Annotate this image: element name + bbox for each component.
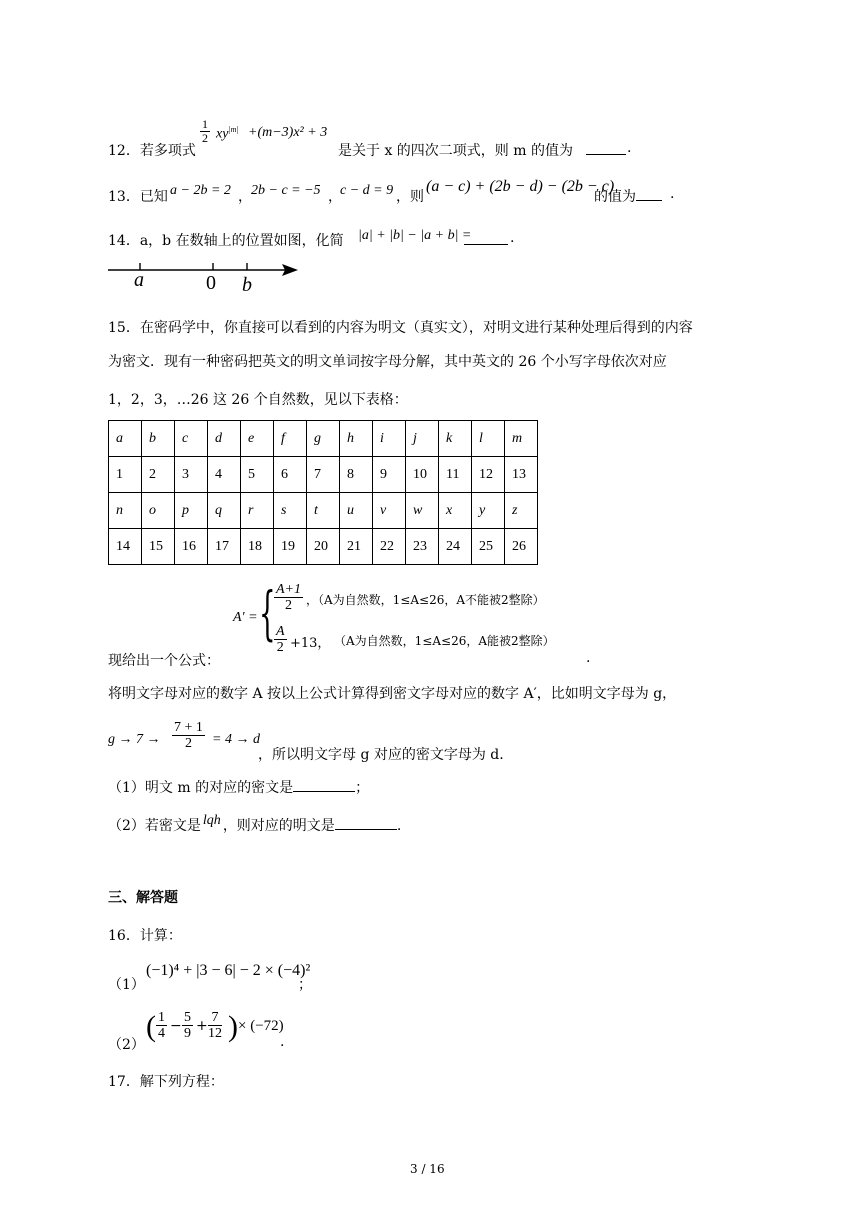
- q15-line1: 15．在密码学中，你直接可以看到的内容为明文（真实文），对明文进行某种处理后得到的内容: [108, 320, 693, 336]
- sub1-answer-blank[interactable]: [293, 777, 355, 792]
- table-cell: 21: [340, 529, 373, 565]
- table-cell: 4: [208, 457, 241, 493]
- table-cell: t: [307, 493, 340, 529]
- table-cell: 20: [307, 529, 340, 565]
- table-cell: c: [175, 421, 208, 457]
- example-lhs: g → 7 →: [108, 732, 161, 747]
- example-suffix: ，所以明文字母 g 对应的密文字母为 d.: [258, 747, 504, 763]
- table-cell: m: [505, 421, 538, 457]
- table-cell: 11: [439, 457, 472, 493]
- table-cell: s: [274, 493, 307, 529]
- case1-condition: ，（A为自然数，1≤A≤26，A不能被2整除）: [306, 593, 545, 607]
- q13-answer-blank[interactable]: [636, 186, 662, 201]
- table-cell: 5: [241, 457, 274, 493]
- table-cell: w: [406, 493, 439, 529]
- q12-fraction: $\frac{1}{2}$: [202, 117, 208, 145]
- axis-label-0: 0: [206, 272, 216, 294]
- letter-number-table: [108, 420, 538, 565]
- table-cell: 17: [208, 529, 241, 565]
- q12-suffix: 是关于 x 的四次二项式，则 m 的值为: [338, 143, 573, 159]
- table-cell: o: [142, 493, 175, 529]
- case2-plus: +13，: [290, 636, 331, 651]
- table-cell: 16: [175, 529, 208, 565]
- table-cell: 3: [175, 457, 208, 493]
- p2-frac1: $\frac{1}{4}$: [158, 1010, 165, 1041]
- q13-end: .: [670, 186, 675, 202]
- table-cell: r: [241, 493, 274, 529]
- p2-frac2: $\frac{5}{9}$: [184, 1010, 191, 1041]
- table-cell: 6: [274, 457, 307, 493]
- table-cell: i: [373, 421, 406, 457]
- formula-end: .: [586, 650, 591, 666]
- q17-title: 17．解下列方程：: [108, 1074, 224, 1090]
- case2-condition: （A为自然数，1≤A≤26，A能被2整除）: [334, 634, 555, 648]
- q14-expr: |a| + |b| − |a + b| =: [358, 228, 472, 243]
- table-cell: 26: [505, 529, 538, 565]
- axis-label-a: a: [134, 269, 144, 291]
- q12-prefix: 12．若多项式: [108, 143, 196, 159]
- q13-expr: (a − c) + (2b − d) − (2b − c): [426, 178, 615, 195]
- table-cell: 8: [340, 457, 373, 493]
- table-cell: f: [274, 421, 307, 457]
- table-cell: l: [472, 421, 505, 457]
- formula: [108, 578, 628, 668]
- table-cell: j: [406, 421, 439, 457]
- q12-end: .: [627, 140, 632, 156]
- q15-line4: 将明文字母对应的数字 A 按以上公式计算得到密文字母对应的数字 A′，比如明文字母为 g，: [108, 686, 677, 702]
- table-cell: z: [505, 493, 538, 529]
- q13-suffix: 的值为: [594, 189, 636, 205]
- table-cell: p: [175, 493, 208, 529]
- q15-line2: 为密文．现有一种密码把英文的明文单词按字母分解，其中英文的 26 个小写字母依次对应: [108, 354, 667, 370]
- q13-eq3: c − d = 9: [340, 183, 394, 198]
- table-row: [109, 421, 538, 457]
- table-cell: 25: [472, 529, 505, 565]
- table-cell: 10: [406, 457, 439, 493]
- table-cell: 22: [373, 529, 406, 565]
- sub2-answer-blank[interactable]: [335, 815, 397, 830]
- p2-frac3: $\frac{7}{12}$: [208, 1010, 222, 1041]
- table-cell: n: [109, 493, 142, 529]
- q13-then: ，则: [396, 189, 424, 205]
- table-cell: e: [241, 421, 274, 457]
- table-cell: 13: [505, 457, 538, 493]
- q13-eq2: 2b − c = −5: [251, 183, 321, 198]
- table-cell: 7: [307, 457, 340, 493]
- q13-comma2: ，: [328, 189, 342, 205]
- q15-line3: 1，2，3，…26 这 26 个自然数，见以下表格：: [108, 392, 408, 408]
- example-fraction: $\frac{7 + 1}{2}$: [174, 720, 203, 751]
- table-cell: h: [340, 421, 373, 457]
- q16-title: 16．计算：: [108, 928, 182, 944]
- table-cell: u: [340, 493, 373, 529]
- table-cell: 2: [142, 457, 175, 493]
- table-cell: x: [439, 493, 472, 529]
- brace-icon: {: [259, 579, 276, 647]
- q14-answer-blank[interactable]: [464, 230, 508, 245]
- section-title: 三、解答题: [108, 890, 178, 906]
- table-cell: v: [373, 493, 406, 529]
- formula-lhs: A′ =: [233, 610, 258, 625]
- table-cell: 14: [109, 529, 142, 565]
- table-cell: a: [109, 421, 142, 457]
- table-cell: 18: [241, 529, 274, 565]
- table-cell: 24: [439, 529, 472, 565]
- table-cell: 12: [472, 457, 505, 493]
- table-row: [109, 529, 538, 565]
- q15-sub1: （1）明文 m 的对应的密文是 ；: [108, 777, 369, 797]
- table-cell: 19: [274, 529, 307, 565]
- table-cell: 1: [109, 457, 142, 493]
- table-cell: 15: [142, 529, 175, 565]
- table-row: [109, 457, 538, 493]
- q14-prefix: 14．a，b 在数轴上的位置如图，化简: [108, 233, 344, 249]
- q12-rest: +(m−3)x² + 3: [248, 125, 328, 140]
- table-row: [109, 493, 538, 529]
- example-rhs: = 4 → d: [212, 732, 260, 747]
- table-cell: d: [208, 421, 241, 457]
- q12-answer-blank[interactable]: [586, 140, 626, 155]
- table-cell: 23: [406, 529, 439, 565]
- q14-end: .: [510, 230, 515, 246]
- page-number: 3 / 16: [410, 1162, 445, 1176]
- table-cell: b: [142, 421, 175, 457]
- case2-fraction: $\frac{A}{2}$: [276, 624, 285, 655]
- axis-label-b: b: [242, 274, 252, 296]
- number-line: [106, 258, 306, 298]
- table-cell: k: [439, 421, 472, 457]
- table-cell: q: [208, 493, 241, 529]
- q12-term: $xy^{|m|}$: [216, 125, 239, 142]
- q13-eq1: a − 2b = 2: [170, 183, 231, 198]
- table-cell: 9: [373, 457, 406, 493]
- table-cell: g: [307, 421, 340, 457]
- q15-sub2: （2）若密文是 lqh ，则对应的明文是 .: [108, 813, 402, 834]
- table-cell: y: [472, 493, 505, 529]
- q13-prefix: 13．已知: [108, 189, 168, 205]
- formula-intro: 现给出一个公式：: [108, 653, 220, 669]
- case1-fraction: $\frac{A+1}{2}$: [276, 582, 301, 613]
- q13-comma1: ，: [238, 189, 252, 205]
